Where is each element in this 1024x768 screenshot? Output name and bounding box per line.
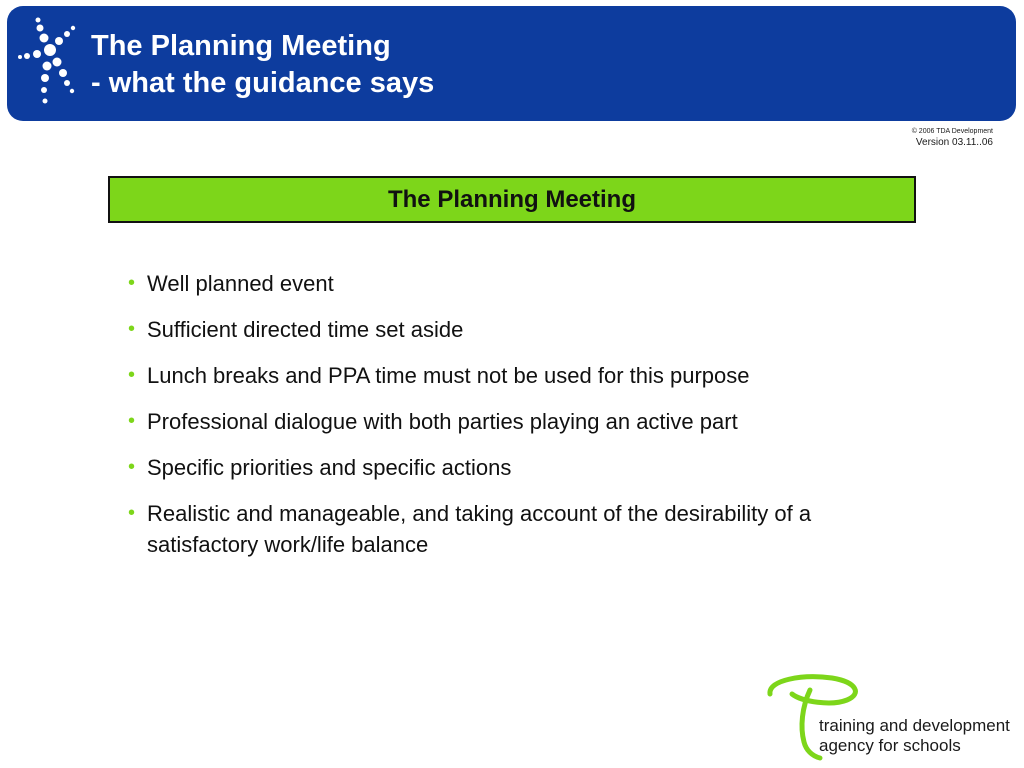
section-banner-label: The Planning Meeting [387, 185, 636, 213]
bullet-icon: • [128, 456, 136, 478]
section-banner [108, 176, 916, 223]
tda-wordmark-line2: agency for schools [819, 736, 961, 755]
list-item-text: Realistic and manageable, and taking account of the desirability of a satisfactory work/life balance [147, 501, 812, 557]
version-info [912, 127, 993, 150]
list-item-text: Specific priorities and specific actions [147, 455, 512, 480]
version-text: Version 03.11..06 [915, 137, 993, 148]
page-title [91, 28, 434, 102]
list-item-text: Lunch breaks and PPA time must not be used for this purpose [147, 363, 750, 388]
list-item [128, 360, 928, 391]
tda-footer-logo [762, 672, 1012, 764]
list-item [128, 268, 928, 299]
tda-wordmark [819, 716, 1010, 756]
page-title-line2: - what the guidance says [91, 67, 435, 99]
list-item-text: Well planned event [147, 271, 334, 296]
list-item [128, 498, 928, 560]
list-item [128, 406, 928, 437]
header-bar [7, 6, 1016, 121]
tda-star-figure-icon [17, 16, 83, 112]
list-item-text: Sufficient directed time set aside [147, 317, 464, 342]
list-item [128, 314, 928, 345]
copyright-text: © 2006 TDA Development [911, 128, 993, 135]
list-item [128, 452, 928, 483]
bullet-list [128, 268, 928, 575]
bullet-icon: • [128, 502, 136, 524]
page-title-line1: The Planning Meeting [91, 30, 391, 62]
list-item-text: Professional dialogue with both parties playing an active part [147, 409, 738, 434]
bullet-icon: • [128, 318, 136, 340]
tda-wordmark-line1: training and development [819, 716, 1010, 735]
bullet-icon: • [128, 410, 136, 432]
bullet-icon: • [128, 272, 136, 294]
bullet-icon: • [128, 364, 136, 386]
